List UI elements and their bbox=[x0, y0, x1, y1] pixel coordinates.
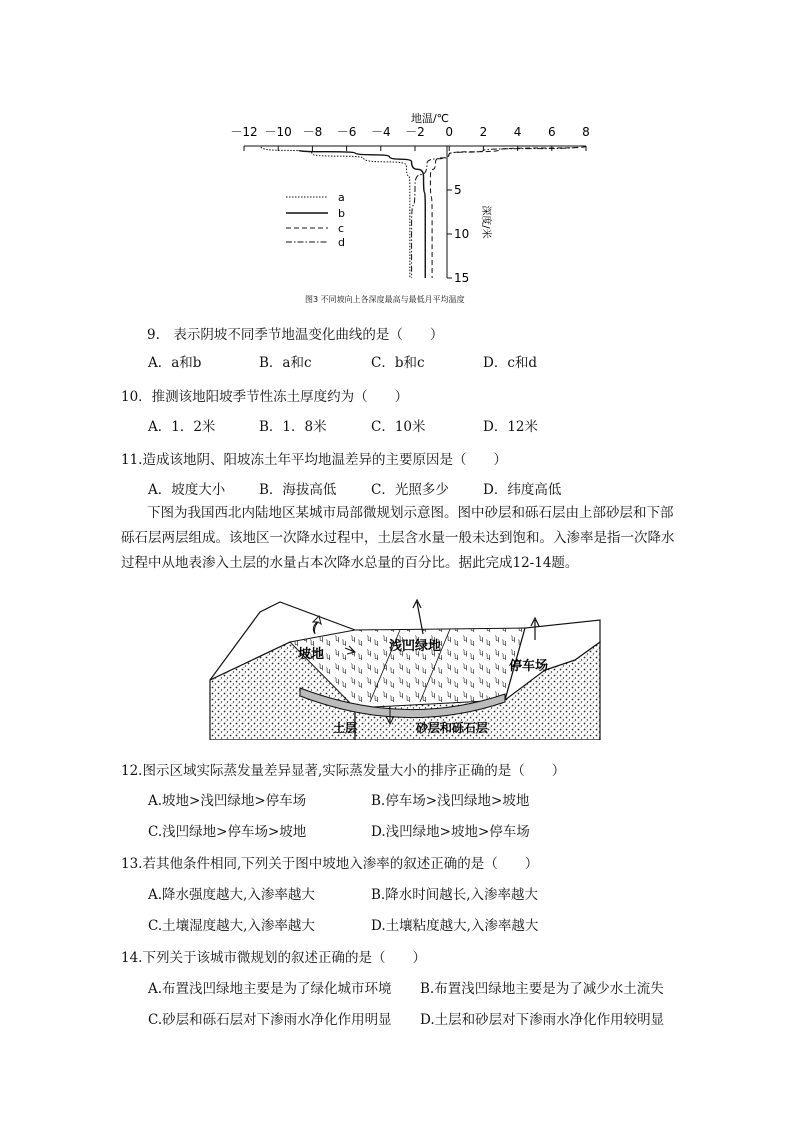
q13-option-b: B.降水时间越长,入渗率越大 bbox=[371, 887, 539, 903]
q9-option-d: D．c和d bbox=[483, 355, 538, 371]
chart-y-ticks bbox=[447, 183, 469, 285]
q14-option-c: C.砂层和砾石层对下渗雨水净化作用明显 bbox=[148, 1012, 392, 1028]
x-tick-label: －6 bbox=[336, 125, 357, 139]
chart-series bbox=[261, 146, 586, 278]
series-line-c bbox=[430, 146, 586, 278]
q12-option-d: D.浅凹绿地>坡地>停车场 bbox=[371, 824, 530, 840]
q13-stem: 13.若其他条件相同,下列关于图中坡地入渗率的叙述正确的是（ ） bbox=[121, 856, 539, 872]
label-parking: 停车场 bbox=[509, 659, 549, 674]
q13-option-c: C.土壤湿度越大,入渗率越大 bbox=[148, 918, 315, 934]
q13-option-a: A.降水强度越大,入渗率越大 bbox=[148, 887, 315, 903]
chart-legend bbox=[286, 191, 345, 249]
chart-y-title: 深度/米 bbox=[480, 205, 491, 239]
x-tick-label: 8 bbox=[582, 125, 590, 139]
x-tick-label: 2 bbox=[479, 125, 488, 139]
x-tick-label: 0 bbox=[445, 125, 454, 139]
legend-c: c bbox=[338, 222, 345, 235]
x-tick-label: 4 bbox=[513, 125, 522, 139]
q12-option-b: B.停车场>浅凹绿地>坡地 bbox=[371, 793, 530, 809]
chart-x-title: 地温/℃ bbox=[410, 112, 450, 125]
q9-stem: 9. 表示阴坡不同季节地温变化曲线的是（ ） bbox=[147, 327, 444, 343]
y-tick-label: 10 bbox=[454, 227, 470, 241]
y-tick-label: 5 bbox=[454, 183, 462, 197]
legend-b: b bbox=[338, 207, 345, 220]
legend-a: a bbox=[338, 191, 345, 204]
q9-option-a: A．a和b bbox=[148, 355, 202, 371]
q11-option-a: A．坡度大小 bbox=[148, 482, 226, 498]
legend-d: d bbox=[338, 236, 345, 249]
q14-option-b: B.布置浅凹绿地主要是为了减少水土流失 bbox=[420, 981, 664, 997]
q12-option-c: C.浅凹绿地>停车场>坡地 bbox=[148, 824, 307, 840]
q11-stem: 11.造成该地阴、阳坡冻土年平均地温差异的主要原因是（ ） bbox=[121, 452, 507, 468]
figure3-caption: 图3 不同坡向上各深度最高与最低月平均温度 bbox=[305, 295, 465, 304]
q12-stem: 12.图示区域实际蒸发量差异显著,实际蒸发量大小的排序正确的是（ ） bbox=[121, 763, 566, 779]
q10-option-c: C．10米 bbox=[371, 419, 426, 435]
x-tick-label: －4 bbox=[370, 125, 391, 139]
label-soil: 土层 bbox=[333, 721, 358, 735]
q11-option-d: D．纬度高低 bbox=[483, 482, 562, 498]
label-sand: 砂层和砾石层 bbox=[416, 721, 489, 735]
micro-planning-diagram bbox=[205, 590, 605, 740]
q13-option-d: D.土壤粘度越大,入渗率越大 bbox=[371, 918, 539, 934]
q10-option-d: D．12米 bbox=[483, 419, 539, 435]
q10-option-b: B．1．8米 bbox=[259, 419, 327, 435]
q11-option-b: B．海拔高低 bbox=[259, 482, 337, 498]
x-tick-label: －12 bbox=[230, 125, 258, 139]
series-line-a bbox=[261, 147, 410, 278]
q9-option-b: B．a和c bbox=[259, 355, 312, 371]
q9-option-c: C．b和c bbox=[371, 355, 425, 371]
q10-option-a: A．1．2米 bbox=[148, 419, 216, 435]
q14-option-a: A.布置浅凹绿地主要是为了绿化城市环境 bbox=[148, 981, 392, 997]
x-tick-label: －2 bbox=[405, 125, 425, 139]
label-slope: 坡地 bbox=[298, 647, 325, 662]
label-green: 浅凹绿地 bbox=[389, 639, 442, 654]
intro-paragraph: 下图为我国西北内陆地区某城市局部微规划示意图。图中砂层和砾石层由上部砂层和下部砾石层两层组成。该地区一次降水过程中，土层含水量一般未达到饱和。入渗率是指一次降水过程中从地表渗入土层的水量占本次降水总量的百分比。据此完成12-14题。 bbox=[121, 505, 675, 571]
q12-option-a: A.坡地>浅凹绿地>停车场 bbox=[148, 793, 307, 809]
temperature-depth-chart bbox=[220, 110, 600, 310]
q14-option-d: D.土层和砂层对下渗雨水净化作用较明显 bbox=[420, 1012, 665, 1028]
q10-stem: 10．推测该地阳坡季节性冻土厚度约为（ ） bbox=[121, 389, 409, 405]
chart-x-ticks bbox=[230, 125, 589, 151]
x-tick-label: 6 bbox=[547, 125, 556, 139]
x-tick-label: －10 bbox=[264, 125, 292, 139]
series-line-d bbox=[412, 147, 578, 278]
y-tick-label: 15 bbox=[454, 271, 470, 285]
q14-stem: 14.下列关于该城市微规划的叙述正确的是（ ） bbox=[121, 950, 426, 966]
x-tick-label: －8 bbox=[302, 125, 323, 139]
q11-option-c: C．光照多少 bbox=[371, 482, 449, 498]
